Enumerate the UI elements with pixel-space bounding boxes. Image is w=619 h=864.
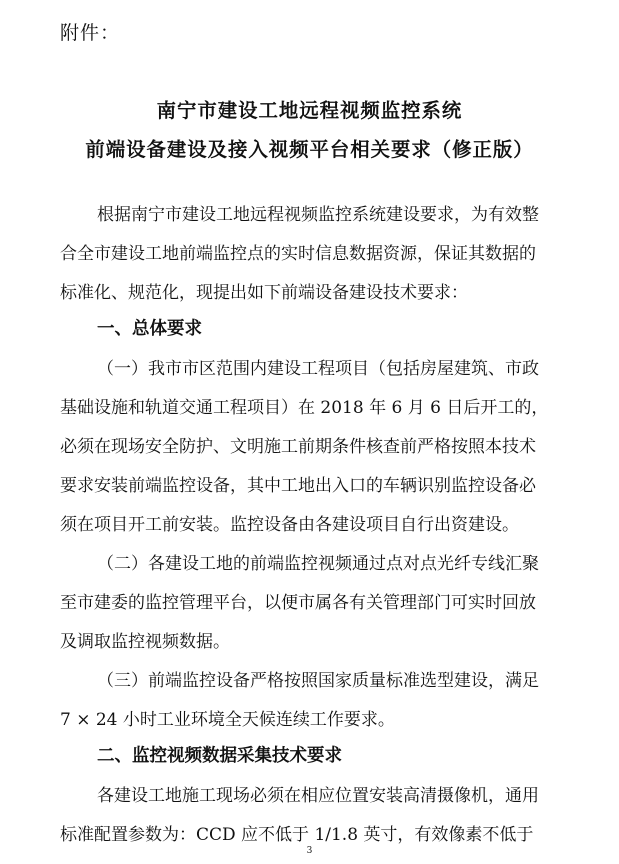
page-number: 3 — [306, 846, 313, 856]
section-2-line-1: 各建设工地施工现场必须在相应位置安装高清摄像机，通用 — [97, 786, 539, 806]
item-3-line-1: （三）前端监控设备严格按照国家质量标准选型建设，满足 — [97, 671, 539, 691]
item-1-line-3: 必须在现场安全防护、文明施工前期条件核查前严格按照本技术 — [60, 437, 536, 457]
intro-line-1: 根据南宁市建设工地远程视频监控系统建设要求，为有效整 — [97, 205, 539, 225]
item-1-line-2: 基础设施和轨道交通工程项目）在 2018 年 6 月 6 日后开工的， — [60, 398, 549, 418]
intro-line-2: 合全市建设工地前端监控点的实时信息数据资源，保证其数据的 — [60, 244, 536, 264]
attachment-label: 附件： — [60, 22, 121, 44]
item-1-line-1: （一）我市市区范围内建设工程项目（包括房屋建筑、市政 — [97, 359, 539, 379]
intro-line-3: 标准化、规范化，现提出如下前端设备建设技术要求： — [60, 283, 468, 303]
section-2-line-2: 标准配置参数为：CCD 应不低于 1/1.8 英寸，有效像素不低于 — [60, 825, 534, 845]
item-2-line-2: 至市建委的监控管理平台，以便市属各有关管理部门可实时回放 — [60, 593, 536, 613]
item-2-line-3: 及调取监控视频数据。 — [60, 632, 230, 652]
document-title-line-2: 前端设备建设及接入视频平台相关要求（修正版） — [85, 138, 534, 161]
document-title-line-1: 南宁市建设工地远程视频监控系统 — [156, 99, 463, 122]
item-1-line-4: 要求安装前端监控设备，其中工地出入口的车辆识别监控设备必 — [60, 476, 536, 496]
item-2-line-1: （二）各建设工地的前端监控视频通过点对点光纤专线汇聚 — [97, 554, 539, 574]
section-1-heading: 一、总体要求 — [97, 319, 202, 339]
item-3-line-2: 7 × 24 小时工业环境全天候连续工作要求。 — [60, 710, 395, 730]
section-2-heading: 二、监控视频数据采集技术要求 — [97, 746, 342, 766]
item-1-line-5: 须在项目开工前安装。监控设备由各建设项目自行出资建设。 — [60, 515, 519, 535]
